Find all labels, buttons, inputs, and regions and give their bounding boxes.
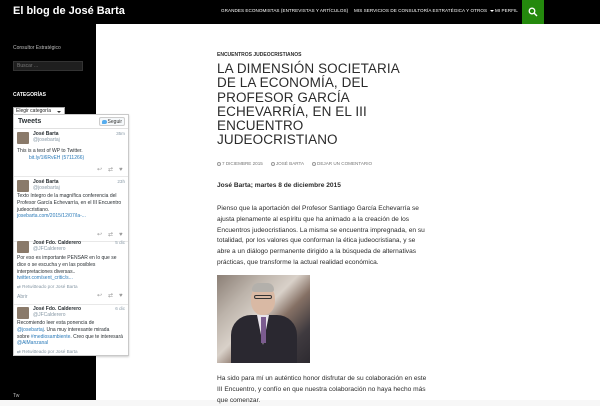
- nav-item-servicios-label: MIS SERVICIOS DE CONSULTORÍA ESTRATÉGICA Y OTROS: [354, 8, 488, 13]
- post-comment-text: DEJAR UN COMENTARIO: [317, 161, 373, 166]
- retweet-notice: ⇄ Retwitteado por José Barta: [17, 349, 78, 354]
- post-meta: [217, 161, 372, 166]
- follow-label: Seguir: [107, 118, 122, 125]
- tweet-link[interactable]: josebarta.com/2015/12/07/la-...: [17, 213, 86, 220]
- tweet-author-name[interactable]: José Fdo. Calderero: [33, 306, 82, 312]
- twitter-bird-icon: [102, 120, 107, 124]
- tweet-actions: [97, 294, 124, 299]
- avatar[interactable]: [17, 241, 29, 253]
- photo-hair: [252, 283, 274, 292]
- tweet-actions: [97, 168, 124, 173]
- post-date[interactable]: [217, 161, 263, 166]
- tweet-time[interactable]: 5 dic: [115, 240, 125, 245]
- twitter-widget-header: [14, 115, 128, 129]
- header-bar: [0, 0, 600, 24]
- tweet-item[interactable]: [14, 130, 128, 177]
- retweet-notice-text: Retwitteado por José Barta: [22, 284, 78, 289]
- tweet-text: [17, 320, 123, 347]
- nav-item-grandes-economistas[interactable]: GRANDES ECONOMISTAS (ENTREVISTAS Y ARTÍCULOS): [221, 8, 349, 13]
- categories-select-value: Elegir categoría: [16, 108, 52, 114]
- post-author-text: JOSÉ BARTA: [275, 161, 305, 166]
- tweet-author-handle[interactable]: @JFCalderero: [33, 312, 66, 318]
- tweet-body: Por eso es importante PENSAR en lo que se dice o se escucha y en las posibles interpretaciones diversas..: [17, 255, 117, 275]
- tweet-text: [17, 193, 123, 220]
- twitter-timeline-widget: [13, 114, 129, 356]
- tweet-hashtag[interactable]: #mediosambiente: [30, 333, 71, 340]
- user-icon: [271, 162, 275, 166]
- search-input[interactable]: Buscar ...: [13, 61, 83, 71]
- post-byline: José Barta; martes 8 de diciembre 2015: [217, 182, 341, 189]
- like-icon[interactable]: ♥: [119, 293, 123, 299]
- tweet-author-name[interactable]: José Barta: [33, 131, 59, 137]
- tweet-mention[interactable]: @AlManzanal: [17, 340, 49, 347]
- retweet-icon[interactable]: ⇄: [108, 293, 114, 299]
- categories-heading: CATEGORÍAS: [13, 92, 46, 98]
- tweet-body: This is a test of WP to Twitter.: [17, 148, 83, 154]
- post-paragraph: Pienso que la aportación del Profesor Santiago García Echevarría se ajusta plenamente al espíritu que ha animado a la creación de los Encuentros judeocristianos. La misma se encuentra impregnada, en su totalidad, por los valores que conforman la ética judeocristiana, y se abre a un diálogo permanente dirigido a la búsqueda de alternativas prácticas, que transforme la actual realidad económica.: [217, 205, 425, 266]
- comment-icon: [312, 162, 316, 166]
- chevron-down-icon: [57, 111, 61, 113]
- avatar[interactable]: [17, 180, 29, 192]
- post-category[interactable]: ENCUENTROS JUDEOCRISTIANOS: [217, 52, 302, 58]
- post-author[interactable]: [271, 161, 304, 166]
- tweet-actions: [97, 233, 124, 238]
- post-comment-link[interactable]: [312, 161, 372, 166]
- tweet-author-name[interactable]: José Fdo. Calderero: [33, 240, 82, 246]
- tweet-item[interactable]: [14, 178, 128, 242]
- tweet-text: [17, 255, 123, 282]
- tweet-body: Texto íntegro de la magnífica conferencia del Profesor García Echevarría, en el III Encuentro judeocristiano.: [17, 193, 122, 213]
- tweet-item[interactable]: [14, 239, 128, 305]
- tweet-time[interactable]: 6 dic: [115, 306, 125, 311]
- tweet-text: [17, 148, 123, 162]
- twitter-follow-button[interactable]: [99, 117, 125, 126]
- main-content: [96, 24, 600, 404]
- avatar[interactable]: [17, 132, 29, 144]
- post-photo[interactable]: [217, 275, 310, 363]
- sidebar-bottom-text: Tw: [13, 393, 20, 399]
- search-toggle-button[interactable]: [522, 0, 544, 24]
- tweet-time[interactable]: 35m: [116, 131, 125, 136]
- photo-glasses: [254, 295, 272, 299]
- site-title[interactable]: El blog de José Barta: [13, 5, 125, 17]
- photo-tie: [261, 317, 266, 343]
- tweet-time[interactable]: 23h: [117, 179, 125, 184]
- tweet-body: Recomiendo leer esta ponencia de: [17, 320, 95, 326]
- site-tagline: Consultor Estratégico: [13, 45, 61, 51]
- tweet-author-handle[interactable]: @josebartaj: [33, 137, 60, 143]
- tweet-link[interactable]: bit.ly/1l6RvEH (5711266): [29, 154, 85, 161]
- avatar[interactable]: [17, 307, 29, 319]
- retweet-notice-text: Retwitteado por José Barta: [22, 349, 78, 354]
- reply-icon[interactable]: ↩: [97, 293, 103, 299]
- tweet-open-link[interactable]: Abrir: [17, 294, 28, 300]
- tweet-body: . Una muy interesante mirada sobre: [17, 326, 110, 340]
- tweet-author-handle[interactable]: @josebartaj: [33, 185, 60, 191]
- nav-item-servicios[interactable]: [354, 0, 494, 24]
- post-date-text: 7 DICIEMBRE 2015: [222, 161, 263, 166]
- retweet-notice: ⇄ Retwitteado por José Barta: [17, 284, 78, 289]
- chevron-down-icon: [490, 10, 494, 12]
- tweet-author-name[interactable]: José Barta: [33, 179, 59, 185]
- search-icon: [528, 7, 538, 17]
- tweet-link[interactable]: twitter.com/sent_critic/s...: [17, 275, 73, 282]
- reply-icon[interactable]: ↩: [97, 232, 103, 238]
- tweet-body: . Creo que te interesará: [70, 333, 123, 340]
- retweet-icon[interactable]: ⇄: [108, 167, 114, 173]
- tweet-mention[interactable]: @josebartaj: [17, 326, 44, 333]
- tweet-item[interactable]: [14, 305, 128, 361]
- twitter-widget-title: Tweets: [18, 118, 42, 125]
- nav-item-mi-perfil[interactable]: MI PERFIL: [495, 8, 518, 13]
- clock-icon: [217, 162, 221, 166]
- post-title: LA DIMENSIÓN SOCIETARIA DE LA ECONOMÍA, DEL PROFESOR GARCÍA ECHEVARRÍA, EN EL III ENCUENTRO JUDEOCRISTIANO: [217, 61, 400, 148]
- post-paragraph: Ha sido para mí un auténtico honor disfrutar de su colaboración en este III Encuentro, y confío en que nuestra colaboración no haya hecho más que comenzar.: [217, 375, 427, 404]
- tweet-author-handle[interactable]: @JFCalderero: [33, 246, 66, 252]
- retweet-icon[interactable]: ⇄: [108, 232, 114, 238]
- reply-icon[interactable]: ↩: [97, 167, 103, 173]
- like-icon[interactable]: ♥: [119, 167, 123, 173]
- like-icon[interactable]: ♥: [119, 232, 123, 238]
